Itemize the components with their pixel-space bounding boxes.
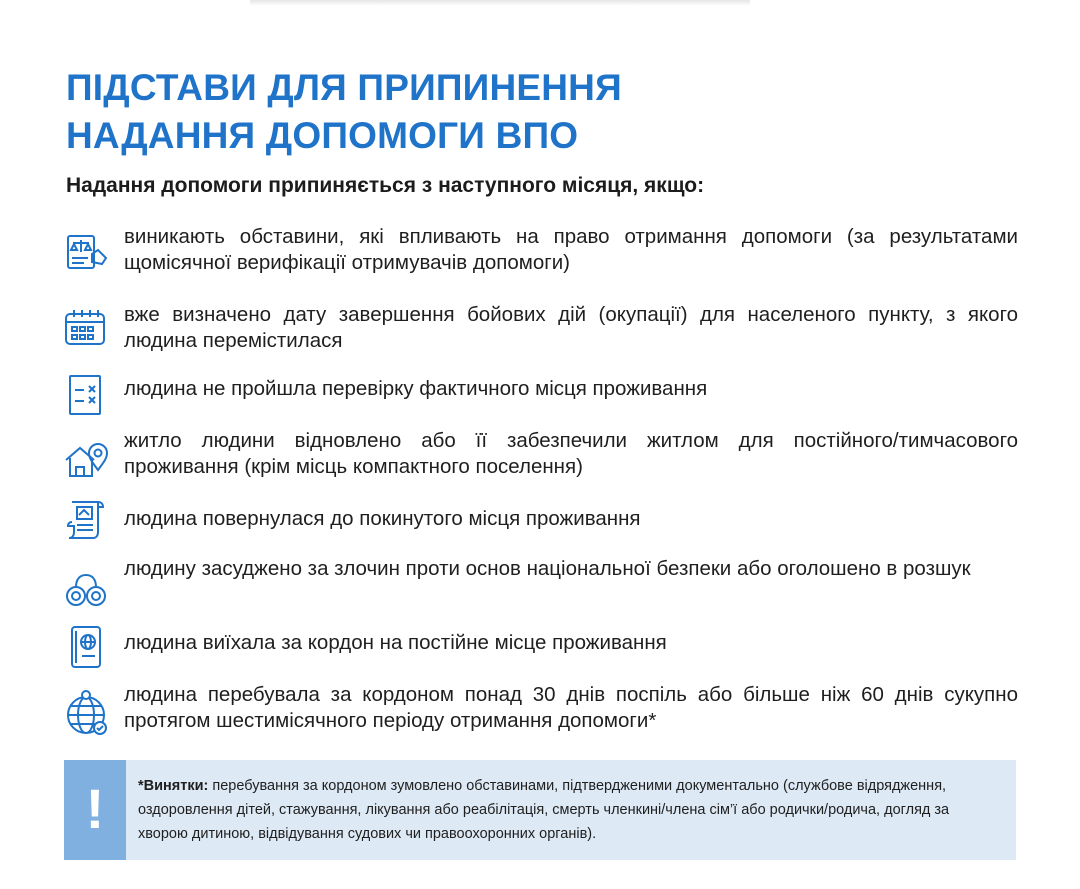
item-text: людина перебувала за кордоном понад 30 днів поспіль або більше ніж 60 днів сукупно протягом шестимісячного періоду отримання допомоги* xyxy=(124,683,1018,732)
top-strip xyxy=(250,0,750,6)
callout-label: *Винятки: xyxy=(138,778,209,794)
item-text: виникають обставини, які впливають на право отримання допомоги (за результатами щомісячної верифікації отримувачів допомоги) xyxy=(124,225,1018,274)
checklist-icon xyxy=(62,370,112,420)
calendar-icon xyxy=(62,304,112,354)
callout-text xyxy=(138,774,1000,846)
title-line-1: ПІДСТАВИ ДЛЯ ПРИПИНЕННЯ xyxy=(66,67,622,108)
page-title xyxy=(66,64,622,160)
callout-body: перебування за кордоном зумовлено обставинами, підтвердженими документально (службове відрядження, оздоровлення дітей, стажування, лікування або реабілітація, смерть членкині/члена сім’ї або родички/родича, догляд за хворою дитиною, відвідування судових чи правоохоронних органів). xyxy=(138,778,950,842)
title-line-2: НАДАННЯ ДОПОМОГИ ВПО xyxy=(66,115,579,156)
alert-marker xyxy=(64,760,126,860)
passport-icon xyxy=(62,622,112,672)
item-text: вже визначено дату завершення бойових дій (окупації) для населеного пункту, з якого людина перемістилася xyxy=(124,303,1018,352)
item-text: людину засуджено за злочин проти основ національної безпеки або оголошено в розшук xyxy=(124,557,971,580)
scales-document-icon xyxy=(62,226,112,276)
item-text: людина не пройшла перевірку фактичного місця проживання xyxy=(124,377,708,400)
exceptions-callout xyxy=(64,760,1016,860)
subtitle: Надання допомоги припиняється з наступного місяця, якщо: xyxy=(66,174,705,197)
item-text: людина виїхала за кордон на постійне місце проживання xyxy=(124,631,667,654)
exclamation-icon: ! xyxy=(85,777,105,840)
item-text: людина повернулася до покинутого місця проживання xyxy=(124,507,641,530)
item-text: житло людини відновлено або її забезпечили житлом для постійного/тимчасового проживання (крім місць компактного поселення) xyxy=(124,429,1018,478)
house-location-icon xyxy=(62,434,112,484)
globe-person-icon xyxy=(62,688,112,738)
property-document-icon xyxy=(62,496,112,546)
handcuffs-icon xyxy=(62,566,112,616)
